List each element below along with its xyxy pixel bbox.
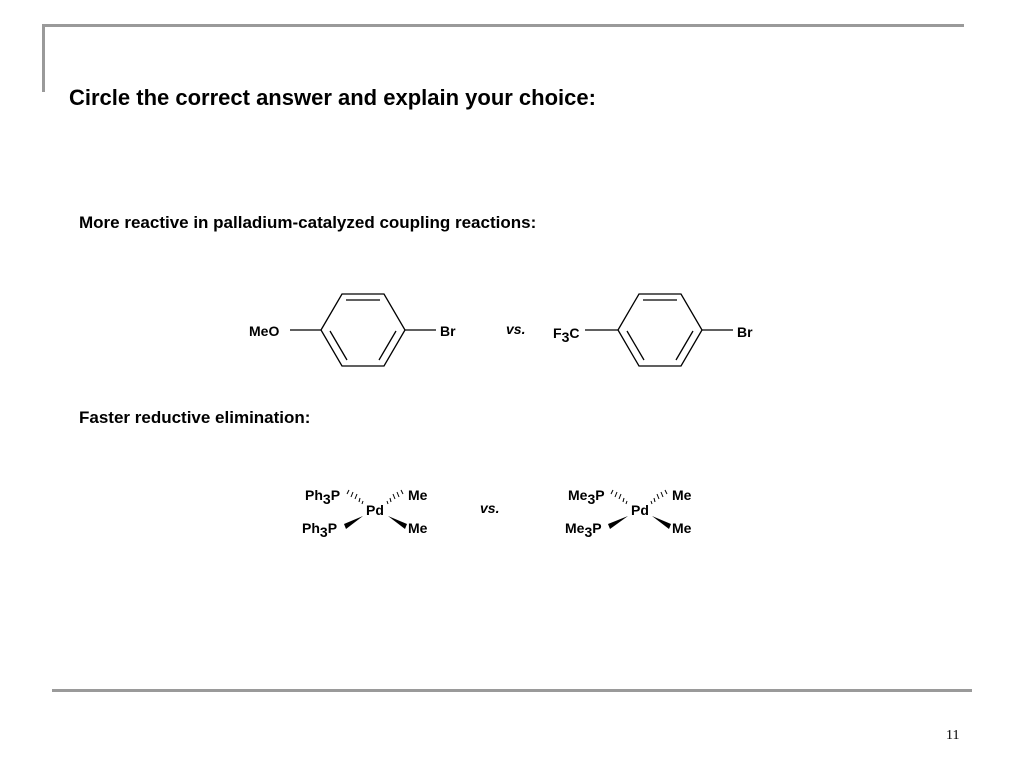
solid-wedge-bond [344,516,363,529]
question1-prompt: More reactive in palladium-catalyzed coupling reactions: [79,213,537,232]
pph3-label-top: Ph3P [305,487,341,507]
benzene-ring [321,294,405,366]
vs-label-1: vs. [506,321,526,337]
solid-wedge-bond [652,516,671,529]
anisyl-bromide-structure [249,294,456,366]
palladium-label: Pd [366,502,384,518]
pme3-label-top: Me3P [568,487,605,507]
methyl-label-top: Me [672,487,692,503]
vs-label-2: vs. [480,500,500,516]
solid-wedge-bond [608,516,628,529]
bromo-label-left: Br [440,323,456,339]
slide-title: Circle the correct answer and explain your choice: [69,85,596,110]
question2-prompt: Faster reductive elimination: [79,408,311,427]
hashed-wedge-bond [387,490,403,504]
hashed-wedge-bond [651,490,667,504]
page-number: 11 [946,728,960,743]
methoxy-label: MeO [249,323,280,339]
trifluoromethyl-bromide-structure [553,294,753,366]
bromo-label-right: Br [737,324,753,340]
methyl-label-bottom: Me [408,520,428,536]
pd-trimethylphosphine-complex [565,487,692,540]
hashed-wedge-bond [611,490,627,504]
methyl-label-bottom: Me [672,520,692,536]
solid-wedge-bond [388,516,407,529]
pd-triphenylphosphine-complex [302,487,428,540]
trifluoromethyl-label: F3C [553,325,580,345]
benzene-ring [618,294,702,366]
methyl-label-top: Me [408,487,428,503]
hashed-wedge-bond [347,490,363,504]
palladium-label: Pd [631,502,649,518]
pme3-label-bottom: Me3P [565,520,602,540]
pph3-label-bottom: Ph3P [302,520,338,540]
